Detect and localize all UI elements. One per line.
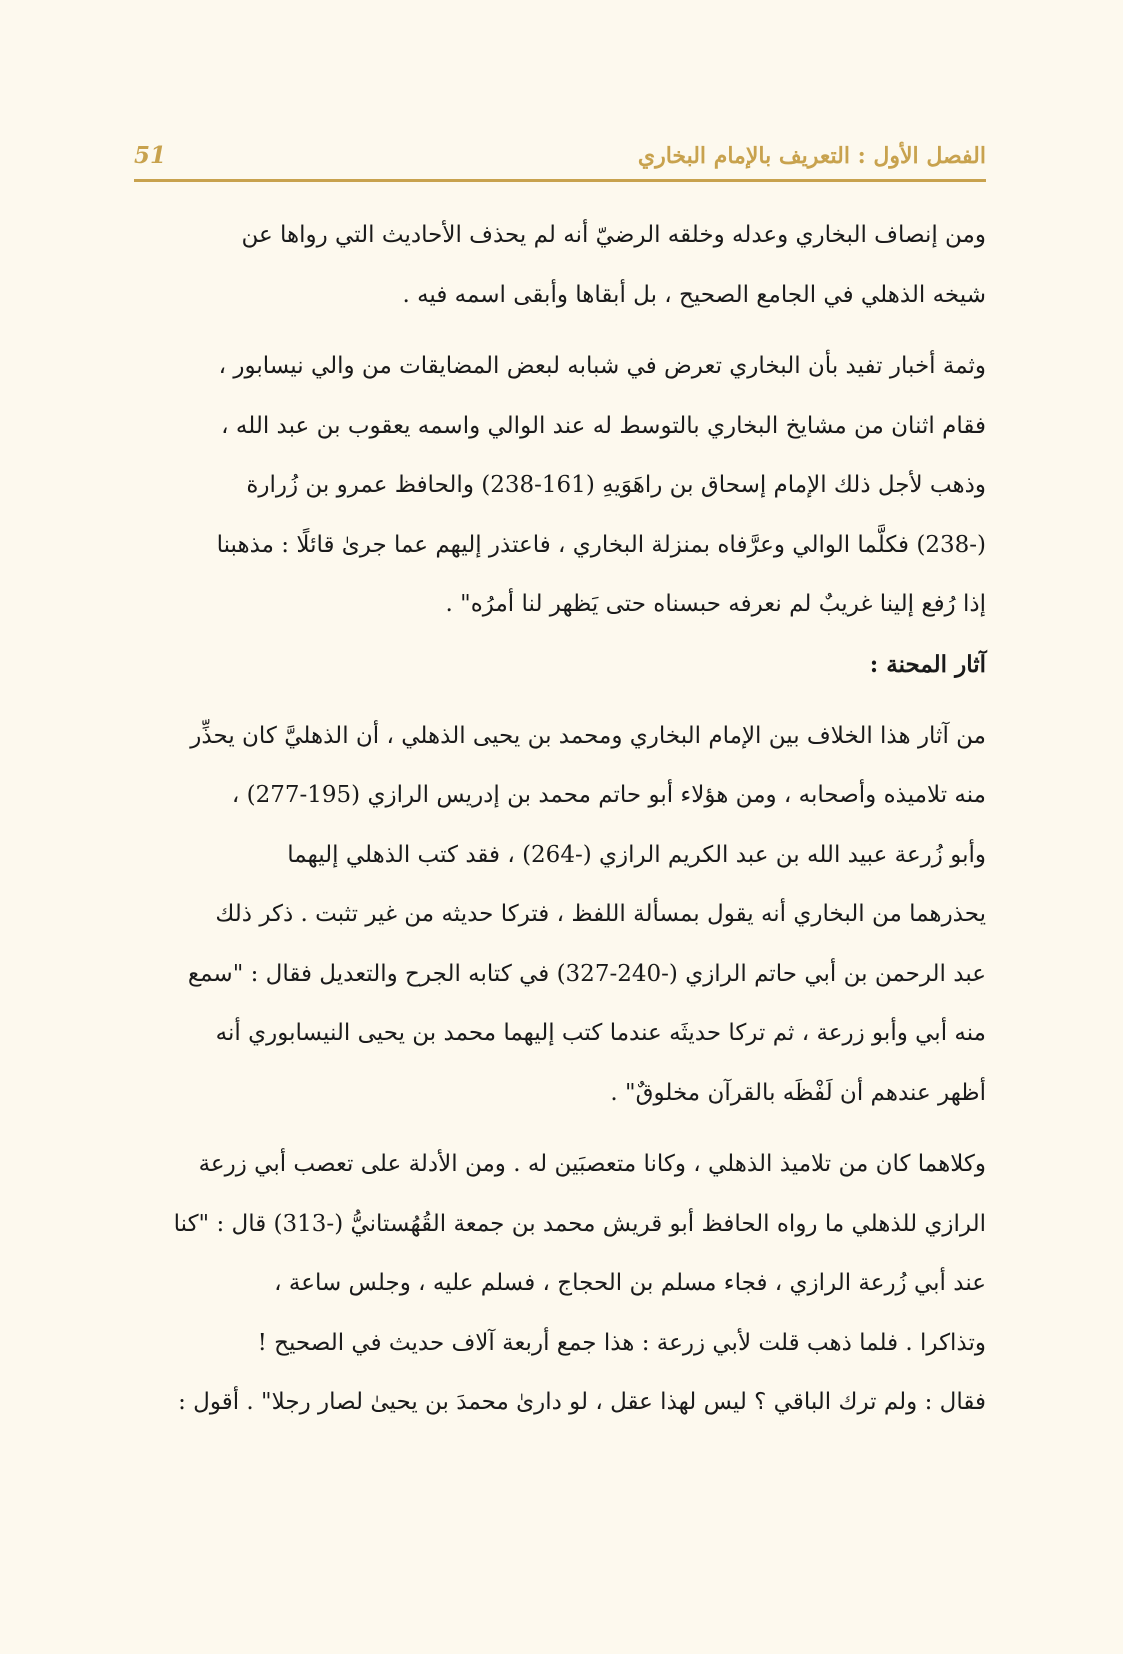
running-header (134, 138, 986, 178)
text-line: وتذاكرا . فلما ذهب قلت لأبي زرعة : هذا جمع أربعة آلاف حديث في الصحيح ! (257, 1329, 986, 1356)
paragraph-2 (134, 337, 986, 635)
text-line: وثمة أخبار تفيد بأن البخاري تعرض في شبابه لبعض المضايقات من والي نيسابور ، (218, 353, 986, 379)
text-line: الرازي للذهلي ما رواه الحافظ أبو قريش محمد بن جمعة القُهُستانيُّ (-313) قال : "كنا (173, 1210, 986, 1237)
text-line: عند أبي زُرعة الرازي ، فجاء مسلم بن الحجاج ، فسلم عليه ، وجلس ساعة ، (274, 1270, 986, 1296)
text-line: إذا رُفع إلينا غريبٌ لم نعرفه حبسناه حتى يَظهر لنا أمرُه" . (445, 591, 986, 617)
text-line: شيخه الذهلي في الجامع الصحيح ، بل أبقاها وأبقى اسمه فيه . (402, 281, 986, 308)
text-line: وكلاهما كان من تلاميذ الذهلي ، وكانا متعصبَين له . ومن الأدلة على تعصب أبي زرعة (198, 1151, 986, 1177)
text-line: أظهر عندهم أن لَفْظَه بالقرآن مخلوقٌ" . (610, 1079, 986, 1106)
page-body (134, 206, 986, 1433)
text-line: فقال : ولم ترك الباقي ؟ ليس لهذا عقل ، لو دارىٰ محمدَ بن يحيىٰ لصار رجلا" . أقول : (178, 1389, 986, 1415)
header-divider (134, 179, 986, 182)
paragraph-3 (134, 707, 986, 1124)
page-number: 51 (134, 142, 167, 169)
text-line: منه تلاميذه وأصحابه ، ومن هؤلاء أبو حاتم محمد بن إدريس الرازي (195-277) ، (231, 782, 986, 808)
section-heading: آثار المحنة : (869, 650, 986, 678)
text-line: منه أبي وأبو زرعة ، ثم تركا حديثَه عندما كتب إليهما محمد بن يحيى النيسابوري أنه (215, 1020, 986, 1046)
paragraph-4 (134, 1135, 986, 1433)
text-line: ومن إنصاف البخاري وعدله وخلقه الرضيّ أنه لم يحذف الأحاديث التي رواها عن (241, 222, 986, 248)
text-line: (-238) فكلَّما الوالي وعرَّفاه بمنزلة البخاري ، فاعتذر إليهم عما جرىٰ قائلًا : مذهبنا (216, 531, 986, 558)
chapter-title: الفصل الأول : التعريف بالإمام البخاري (637, 143, 986, 169)
text-line: وأبو زُرعة عبيد الله بن عبد الكريم الرازي (-264) ، فقد كتب الذهلي إليهما (287, 841, 986, 868)
paragraph-1 (134, 206, 986, 325)
text-line: وذهب لأجل ذلك الإمام إسحاق بن راهَوَيهِ (161-238) والحافظ عمرو بن زُرارة (246, 472, 986, 498)
text-line: عبد الرحمن بن أبي حاتم الرازي (-240-327) في كتابه الجرح والتعديل فقال : "سمع (187, 960, 986, 987)
text-line: فقام اثنان من مشايخ البخاري بالتوسط له عند الوالي واسمه يعقوب بن عبد الله ، (221, 412, 986, 439)
text-line: من آثار هذا الخلاف بين الإمام البخاري ومحمد بن يحيى الذهلي ، أن الذهليَّ كان يحذِّر (190, 722, 986, 749)
text-line: يحذرهما من البخاري أنه يقول بمسألة اللفظ ، فتركا حديثه من غير تثبت . ذكر ذلك (215, 901, 986, 927)
